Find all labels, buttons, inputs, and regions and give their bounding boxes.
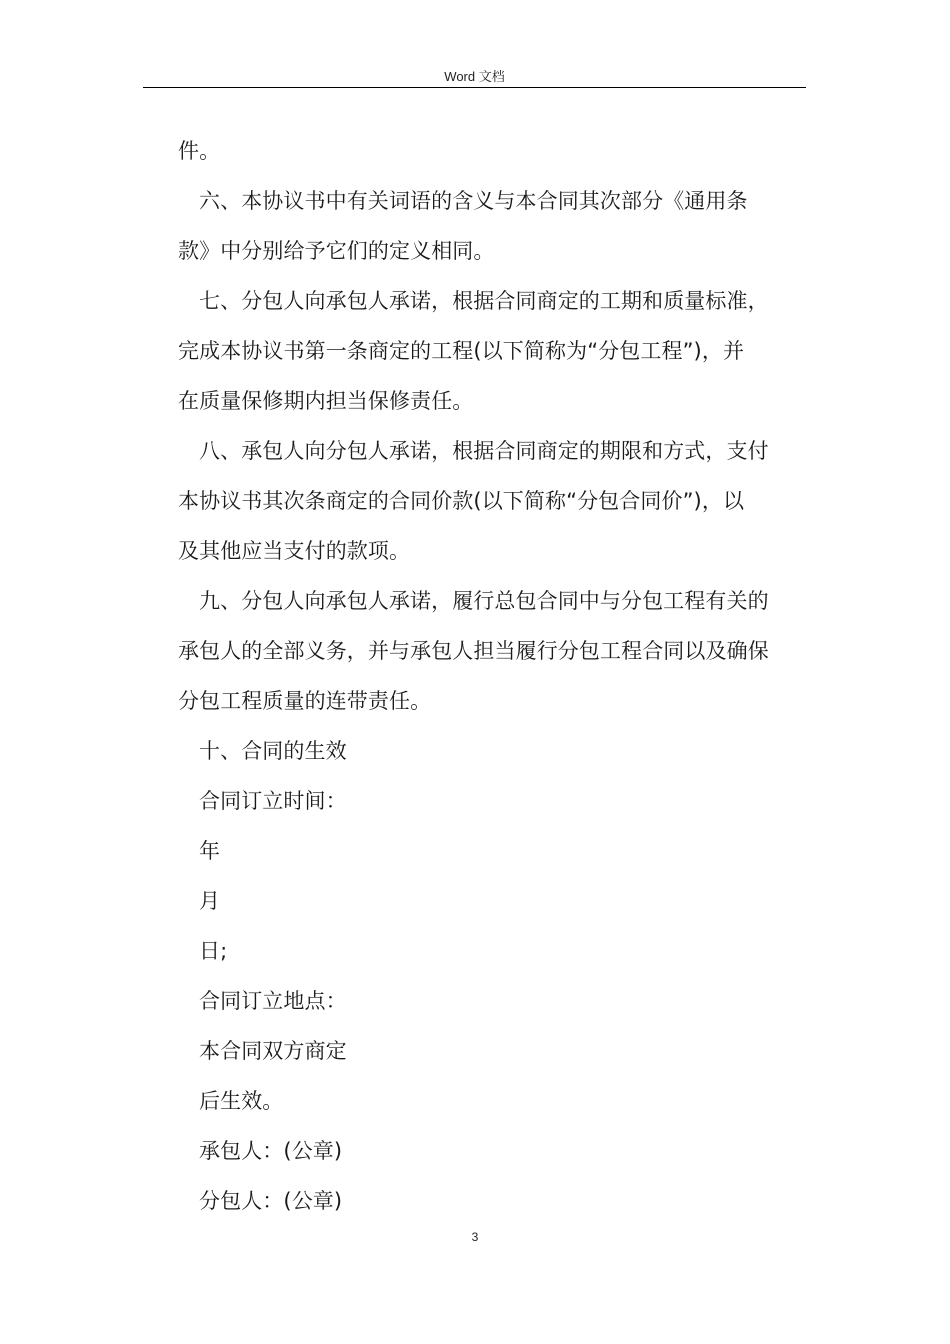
signature-line-subcontractor: 分包人：(公章) [199, 1189, 343, 1213]
paragraph-line: 在质量保修期内担当保修责任。 [178, 389, 474, 413]
signature-line-contractor: 承包人：(公章) [199, 1139, 343, 1163]
date-month: 月 [199, 889, 221, 913]
paragraph-line: 承包人的全部义务，并与承包人担当履行分包工程合同以及确保 [178, 639, 769, 663]
page-number: 3 [471, 1230, 479, 1244]
paragraph-line: 六、本协议书中有关词语的含义与本合同其次部分《通用条 [199, 189, 748, 213]
paragraph-line: 本协议书其次条商定的合同价款(以下简称“分包合同价”)，以 [178, 489, 745, 513]
paragraph-line: 七、分包人向承包人承诺，根据合同商定的工期和质量标准， [199, 289, 769, 313]
paragraph-line: 及其他应当支付的款项。 [178, 539, 411, 563]
paragraph-line: 分包工程质量的连带责任。 [178, 689, 432, 713]
section-heading: 十、合同的生效 [199, 739, 347, 763]
page-header: Word 文档 [444, 69, 505, 84]
field-label: 合同订立时间： [199, 789, 347, 813]
date-year: 年 [199, 839, 221, 863]
header-divider [143, 87, 806, 88]
field-label: 合同订立地点： [199, 989, 347, 1013]
paragraph-line: 件。 [178, 139, 221, 163]
paragraph-line: 八、承包人向分包人承诺，根据合同商定的期限和方式，支付 [199, 439, 769, 463]
paragraph-line: 款》中分别给予它们的定义相同。 [178, 239, 495, 263]
paragraph-line: 九、分包人向承包人承诺，履行总包合同中与分包工程有关的 [199, 589, 769, 613]
date-day: 日; [199, 939, 228, 963]
paragraph-line: 本合同双方商定 [199, 1039, 347, 1063]
paragraph-line: 完成本协议书第一条商定的工程(以下简称为“分包工程”)，并 [178, 339, 745, 363]
paragraph-line: 后生效。 [199, 1089, 284, 1113]
document-body [178, 126, 808, 1226]
